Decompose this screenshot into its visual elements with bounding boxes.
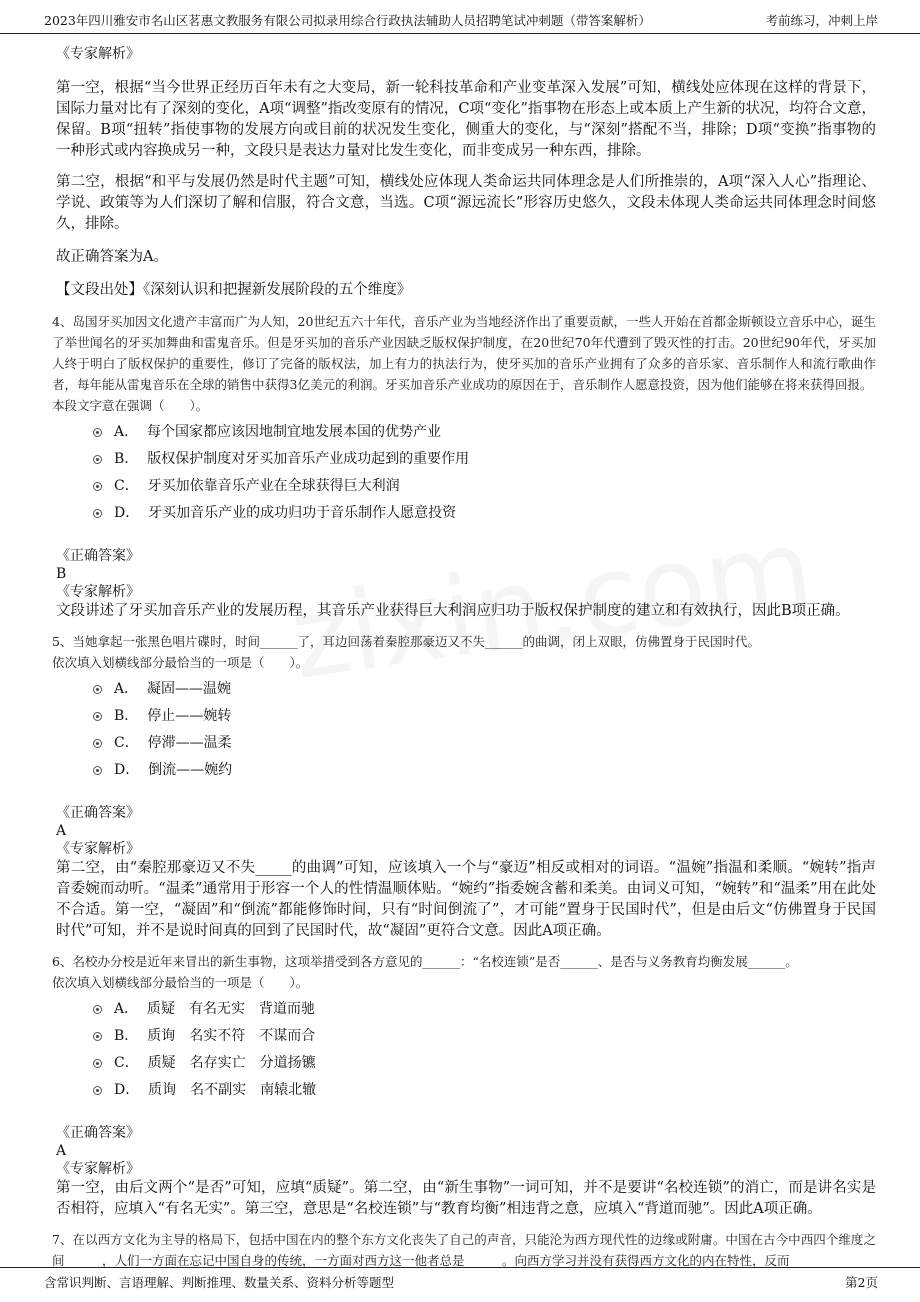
question-stem: 7、在以西方文化为主导的格局下，包括中国在内的整个东方文化丧失了自己的声音，只能沦为西方现代性的边缘或附庸。中国在古今中西四个维度之间______，人们一方面在忘记中国自身的传统，一方面对西方这一他者总是______。向西方学习并没有获得西方文化的内在特性，反而 (52, 1232, 876, 1268)
page-number: 第2页 (845, 1275, 878, 1290)
option-c[interactable]: C． 停滞——温柔 (56, 730, 876, 757)
option-d[interactable]: D． 倒流——婉约 (56, 757, 876, 784)
radio-button[interactable] (93, 455, 102, 464)
option-a[interactable]: A． 每个国家都应该因地制宜地发展本国的优势产业 (56, 419, 876, 446)
correct-answer: B (56, 566, 67, 582)
analysis-text: 文段讲述了牙买加音乐产业的发展历程，其音乐产业获得巨大利润应归功于版权保护制度的建立和有效执行，因此B项正确。 (56, 603, 850, 619)
question-prompt: 本段文字意在强调（ ）。 (52, 398, 209, 413)
option-a[interactable]: A． 凝固——温婉 (56, 676, 876, 703)
question-stem: 5、当她拿起一张黑色唱片碟时，时间______了，耳边回荡着秦腔那豪迈又不失______的曲调，闭上双眼，仿佛置身于民国时代。 (52, 634, 760, 649)
radio-button[interactable] (93, 1059, 102, 1068)
footer-categories: 含常识判断、言语理解、判断推理、数量关系、资料分析等题型 (44, 1275, 395, 1290)
analysis-text: 第二空，由“秦腔那豪迈又不失_____的曲调”可知，应该填入一个与“豪迈”相反或相对的词语。“温婉”指温和柔顺。“婉转”指声音委婉而动听。“温柔”通常用于形容一个人的性情温顺体贴。“婉约”指委婉含蓄和柔美。由词义可知，“婉转”和“温柔”用在此处不合适。第一空，“凝固”和“倒流”都能修饰时间，只有“时间倒流了”，才可能“置身于民国时代”，但是由后文“仿佛置身于民国时代”可知，并不是说时间真的回到了民国时代，故“凝固”更符合文意。因此A项正确。 (56, 860, 876, 939)
option-list (56, 419, 876, 527)
analysis-text: 第一空，由后文两个“是否”可知，应填“质疑”。第二空，由“新生事物”一词可知，并不是要讲“名校连锁”的消亡，而是讲名实是否相符，应填入“有名无实”。第三空，意思是“名校连锁”与“教育均衡”相违背之意，应填入“背道而驰”。因此A项正确。 (56, 1180, 876, 1217)
option-a[interactable]: A． 质疑 有名无实 背道而驰 (56, 996, 876, 1023)
answer-label: 《正确答案》 (56, 548, 140, 564)
radio-button[interactable] (93, 509, 102, 518)
document-title: 2023年四川雅安市名山区茗惠文教服务有限公司拟录用综合行政执法辅助人员招聘笔试冲刺题（带答案解析） (44, 13, 651, 28)
option-d[interactable]: D． 质询 名不副实 南辕北辙 (56, 1077, 876, 1104)
analysis-label: 《专家解析》 (56, 1161, 140, 1177)
answer-label: 《正确答案》 (56, 1125, 140, 1141)
radio-button[interactable] (93, 766, 102, 775)
question-stem: 6、名校办分校是近年来冒出的新生事物，这项举措受到各方意见的______：“名校连锁”是否______、是否与义务教育均衡发展______。 (52, 954, 798, 969)
radio-button[interactable] (93, 1005, 102, 1014)
page-content (52, 44, 876, 1271)
option-b[interactable]: B． 版权保护制度对牙买加音乐产业成功起到的重要作用 (56, 446, 876, 473)
option-c[interactable]: C． 质疑 名存实亡 分道扬镳 (56, 1050, 876, 1077)
option-b[interactable]: B． 质询 名实不符 不谋而合 (56, 1023, 876, 1050)
radio-button[interactable] (93, 739, 102, 748)
radio-button[interactable] (93, 685, 102, 694)
correct-answer: A (56, 823, 67, 839)
question-prompt: 依次填入划横线部分最恰当的一项是（ ）。 (52, 975, 309, 990)
radio-button[interactable] (93, 712, 102, 721)
option-list (56, 996, 876, 1104)
answer-label: 《正确答案》 (56, 805, 140, 821)
question-prompt: 依次填入划横线部分最恰当的一项是（ ）。 (52, 655, 309, 670)
source-citation: 【文段出处】《深刻认识和把握新发展阶段的五个维度》 (56, 282, 412, 298)
page-footer (0, 1267, 920, 1302)
analysis-label: 《专家解析》 (56, 584, 140, 600)
header-slogan: 考前练习，冲刺上岸 (765, 13, 878, 28)
radio-button[interactable] (93, 482, 102, 491)
analysis-paragraph: 第二空，根据“和平与发展仍然是时代主题”可知，横线处应体现人类命运共同体理念是人们所推崇的，A项“深入人心”指理论、学说、政策等为人们深切了解和信服，符合文意，当选。C项“源远流长”形容历史悠久，文段未体现人类命运共同体理念时间悠久，排除。 (56, 174, 876, 232)
radio-button[interactable] (93, 1032, 102, 1041)
analysis-label: 《专家解析》 (56, 841, 140, 857)
option-b[interactable]: B． 停止——婉转 (56, 703, 876, 730)
page-header (0, 0, 920, 34)
option-d[interactable]: D． 牙买加音乐产业的成功归功于音乐制作人愿意投资 (56, 500, 876, 527)
analysis-paragraph: 第一空，根据“当今世界正经历百年未有之大变局，新一轮科技革命和产业变革深入发展”可知，横线处应体现在这样的背景下，国际力量对比有了深刻的变化，A项“调整”指改变原有的情况，C项“变化”指事物在形态上或本质上产生新的状况，均符合文意，保留。B项“扭转”指使事物的发展方向或目前的状况发生变化，侧重大的变化，与“深刻”搭配不当，排除；D项“变换”指事物的一种形式或内容换成另一种，文段只是表达力量对比发生变化，而非变成另一种东西，排除。 (56, 80, 876, 159)
correct-answer: A (56, 1143, 67, 1159)
conclusion: 故正确答案为A。 (56, 249, 168, 265)
option-c[interactable]: C． 牙买加依靠音乐产业在全球获得巨大利润 (56, 473, 876, 500)
analysis-label: 《专家解析》 (56, 46, 140, 62)
option-list (56, 676, 876, 784)
radio-button[interactable] (93, 1086, 102, 1095)
question-stem: 4、岛国牙买加因文化遗产丰富而广为人知，20世纪五六十年代，音乐产业为当地经济作出了重要贡献，一些人开始在首都金斯顿设立音乐中心，诞生了举世闻名的牙买加舞曲和雷鬼音乐。但是牙买加的音乐产业因缺乏版权保护制度，在20世纪70年代遭到了毁灭性的打击。20世纪90年代，牙买加人终于明白了版权保护的重要性，修订了完备的版权法，加上有力的执法行为，使牙买加的音乐产业拥有了众多的音乐家、音乐制作人和流行歌曲作者，每年能从雷鬼音乐在全球的销售中获得3亿美元的利润。牙买加音乐产业成功的原因在于，音乐制作人愿意投资，因为他们能够在将来获得回报。 (52, 314, 876, 392)
radio-button[interactable] (93, 428, 102, 437)
